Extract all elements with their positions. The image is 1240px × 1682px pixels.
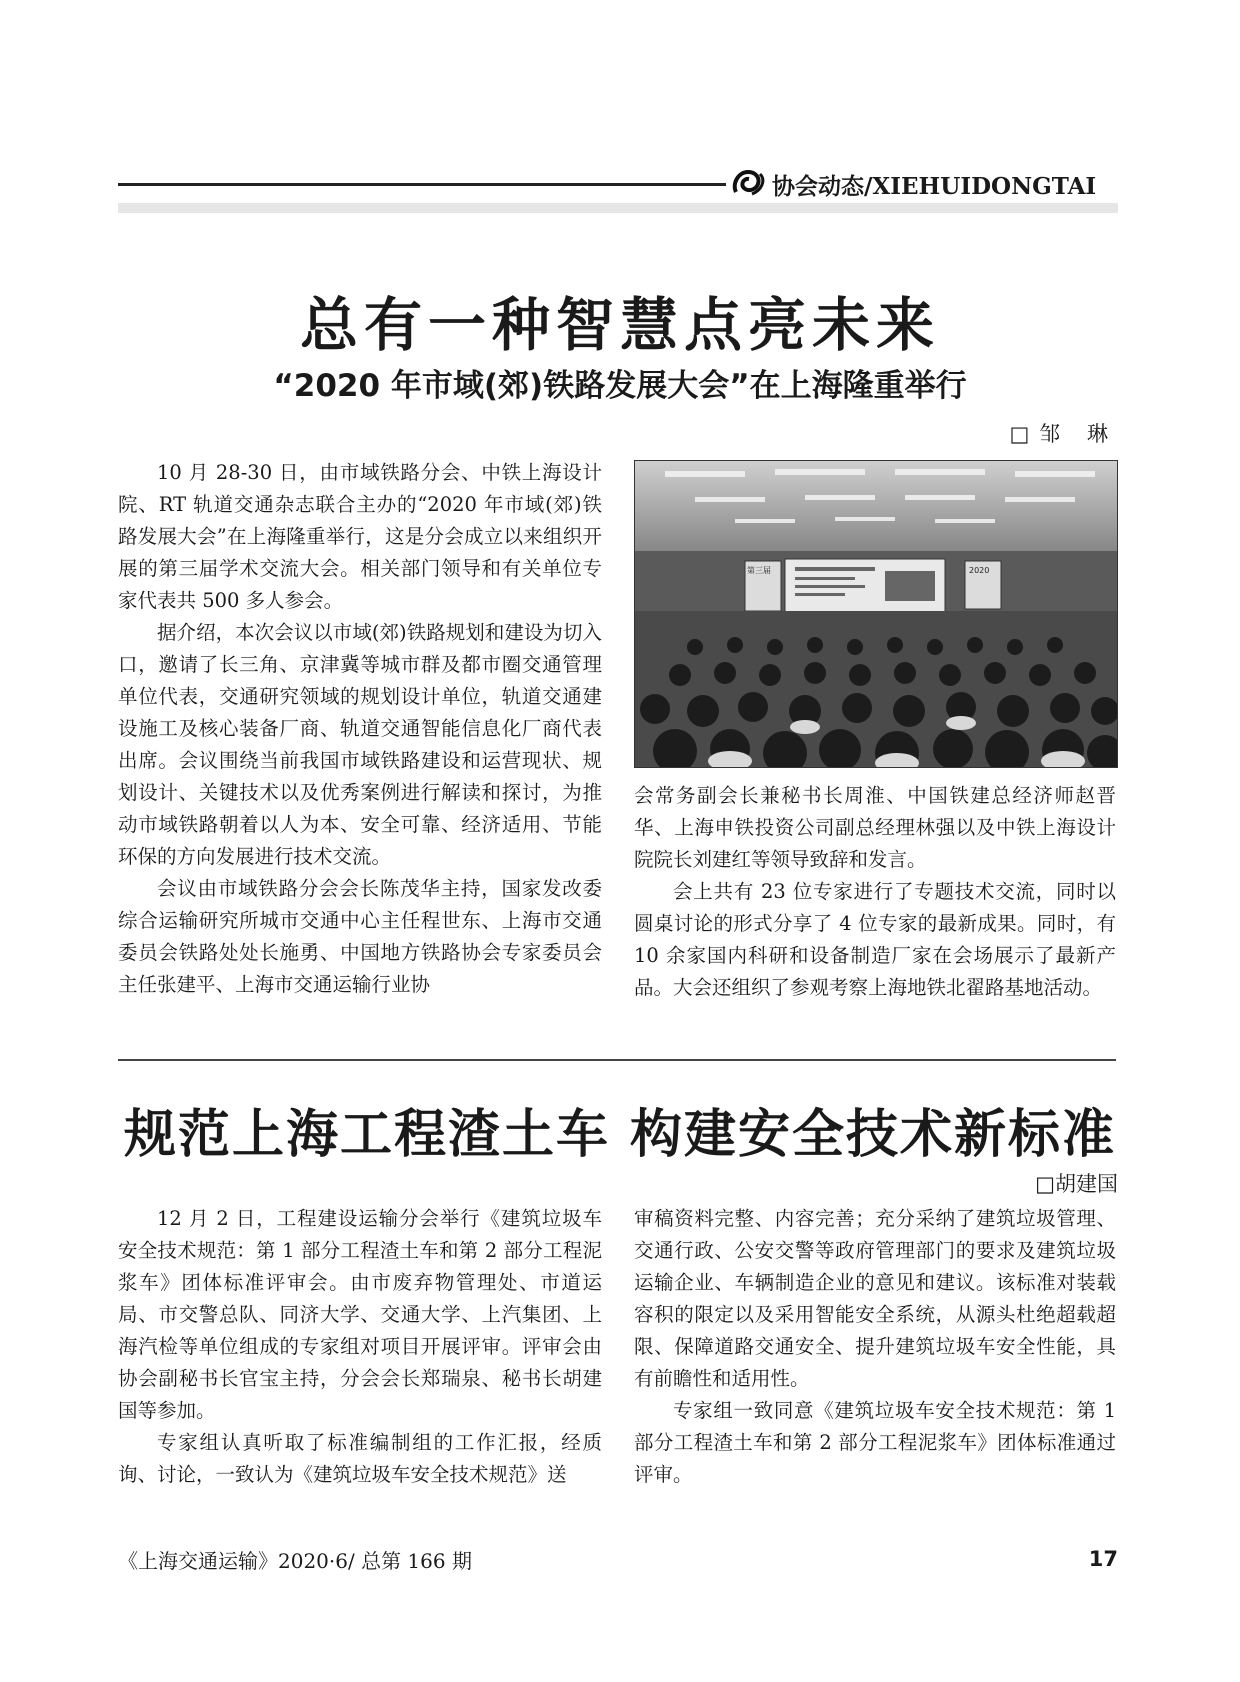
header-rule [118, 183, 726, 186]
paragraph: 审稿资料完整、内容完善；充分采纳了建筑垃圾管理、交通行政、公安交警等政府管理部门的要求及建筑垃圾运输企业、车辆制造企业的意见和建议。该标准对装载容积的限定以及采用智能安全系统，从源头杜绝超载超限、保障道路交通安全、提升建筑垃圾车安全性能，具有前瞻性和适用性。 [634, 1207, 1116, 1390]
association-logo-icon [730, 168, 768, 198]
article2-left-column [118, 1203, 602, 1491]
photo-screen-text-right: 2020 [969, 566, 990, 575]
paragraph: 专家组一致同意《建筑垃圾车安全技术规范：第 1 部分工程渣土车和第 2 部分工程泥浆车》团体标准通过评审。 [634, 1399, 1116, 1486]
article2-author: □胡建国 [1035, 1172, 1118, 1196]
conference-photo [634, 460, 1118, 768]
article1-left-column [118, 457, 602, 1001]
paragraph: 12 月 2 日，工程建设运输分会举行《建筑垃圾车安全技术规范：第 1 部分工程渣土车和第 2 部分工程泥浆车》团体标准评审会。由市废弃物管理处、市道运局、市交警总队、同济大学、交通大学、上汽集团、上海汽检等单位组成的专家组对项目开展评审。评审会由协会副秘书长官宝主持，分会会长郑瑞泉、秘书长胡建国等参加。 [118, 1207, 602, 1422]
article-divider [118, 1059, 1116, 1061]
section-label-cn: 协会动态 [772, 173, 864, 200]
article1-subtitle: “2020 年市域(郊)铁路发展大会”在上海隆重举行 [273, 368, 967, 404]
article2-right-column [634, 1203, 1116, 1491]
article2-title: 规范上海工程渣土车 构建安全技术新标准 [123, 1104, 1117, 1165]
journal-footer: 《上海交通运输》2020·6/ 总第 166 期 [118, 1549, 472, 1573]
article1-author: □邹 琳 [1009, 422, 1118, 446]
article1-title: 总有一种智慧点亮未来 [299, 291, 940, 359]
paragraph: 据介绍，本次会议以市域(郊)铁路规划和建设为切入口，邀请了长三角、京津冀等城市群及都市圈交通管理单位代表，交通研究领域的规划设计单位，轨道交通建设施工及核心装备厂商、轨道交通智能信息化厂商代表出席。会议围绕当前我国市域铁路建设和运营现状、规划设计、关键技术以及优秀案例进行解读和探讨，为推动市域铁路朝着以人为本、安全可靠、经济适用、节能环保的方向发展进行技术交流。 [118, 621, 602, 868]
paragraph: 10 月 28-30 日，由市域铁路分会、中铁上海设计院、RT 轨道交通杂志联合主办的“2020 年市域(郊)铁路发展大会”在上海隆重举行，这是分会成立以来组织开展的第三届学术交流大会。相关部门领导和有关单位专家代表共 500 多人参会。 [118, 461, 602, 612]
article1-right-column [634, 780, 1116, 1004]
section-label [772, 168, 1096, 201]
photo-screen-text: 第三届 [747, 566, 771, 575]
page-number: 17 [1088, 1547, 1118, 1571]
conference-hall-image [635, 461, 1117, 767]
paragraph: 会上共有 23 位专家进行了专题技术交流，同时以圆桌讨论的形式分享了 4 位专家的最新成果。同时，有 10 余家国内科研和设备制造厂家在会场展示了最新产品。大会还组织了参观考察上海地铁北翟路基地活动。 [634, 880, 1116, 999]
paragraph: 专家组认真听取了标准编制组的工作汇报，经质询、讨论，一致认为《建筑垃圾车安全技术规范》送 [118, 1431, 602, 1486]
paragraph: 会议由市域铁路分会会长陈茂华主持，国家发改委综合运输研究所城市交通中心主任程世东、上海市交通委员会铁路处处长施勇、中国地方铁路协会专家委员会主任张建平、上海市交通运输行业协 [118, 877, 602, 996]
header-shadow-rule [118, 203, 1118, 213]
section-label-en: /XIEHUIDONGTAI [864, 173, 1097, 200]
paragraph: 会常务副会长兼秘书长周淮、中国铁建总经济师赵晋华、上海申铁投资公司副总经理林强以及中铁上海设计院院长刘建红等领导致辞和发言。 [634, 784, 1116, 871]
